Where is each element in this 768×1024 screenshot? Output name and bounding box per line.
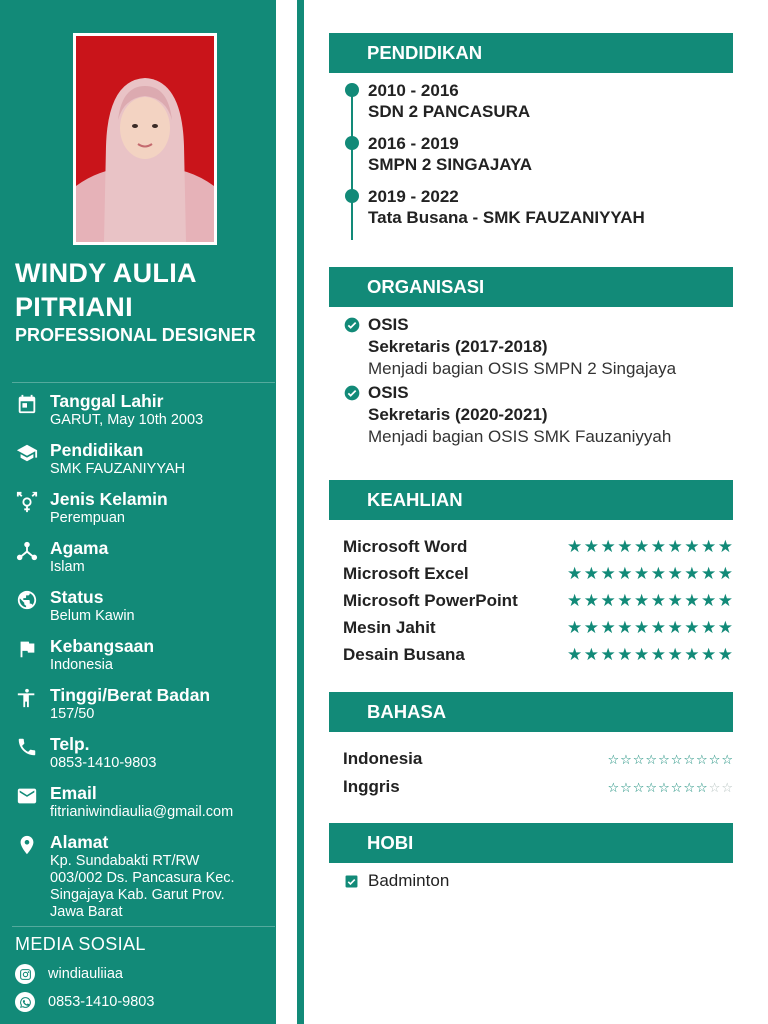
star-icon: ★ <box>583 591 599 610</box>
instagram-handle: windiauliiaa <box>48 966 123 982</box>
social-media-title: MEDIA SOSIAL <box>15 934 146 954</box>
hobby-label: Badminton <box>368 871 450 890</box>
star-icon: ★ <box>567 537 583 556</box>
star-icon: ★ <box>701 645 717 664</box>
info-label: Status <box>50 587 104 607</box>
star-icon: ★ <box>650 591 666 610</box>
gender-icon <box>16 491 38 513</box>
star-outline-icon: ☆ <box>632 751 645 767</box>
star-icon: ★ <box>634 618 650 637</box>
address-line: Singajaya Kab. Garut Prov. <box>50 887 225 903</box>
info-value: Belum Kawin <box>50 608 135 624</box>
education-school: SDN 2 PANCASURA <box>368 102 531 121</box>
star-outline-icon: ☆ <box>696 779 708 795</box>
star-icon: ★ <box>701 537 717 556</box>
whatsapp-number: 0853-1410-9803 <box>48 994 155 1010</box>
info-value: GARUT, May 10th 2003 <box>50 412 204 428</box>
education-timeline <box>329 80 749 239</box>
education-school: Tata Busana - SMK FAUZANIYYAH <box>368 208 645 227</box>
check-circle-icon <box>344 317 360 333</box>
skill-row <box>343 533 733 560</box>
language-row <box>343 773 733 801</box>
info-value: Indonesia <box>50 657 113 673</box>
education-years: 2010 - 2016 <box>368 81 459 100</box>
info-value: Islam <box>50 559 85 575</box>
info-item-education <box>0 440 276 478</box>
star-icon: ★ <box>634 645 650 664</box>
skill-rating <box>567 565 733 582</box>
info-item-phone <box>0 734 276 772</box>
info-item-birth <box>0 391 276 429</box>
info-value: Perempuan <box>50 510 125 526</box>
education-school: SMPN 2 SINGAJAYA <box>368 155 533 174</box>
star-icon: ★ <box>701 591 717 610</box>
info-label: Email <box>50 783 97 803</box>
star-icon: ★ <box>717 537 733 556</box>
star-icon: ★ <box>667 645 683 664</box>
star-outline-icon: ☆ <box>708 751 721 767</box>
star-icon: ★ <box>650 537 666 556</box>
section-header-languages: BAHASA <box>329 692 733 732</box>
whatsapp-icon <box>15 992 35 1012</box>
timeline-dot <box>345 83 359 97</box>
job-title: PROFESSIONAL DESIGNER <box>15 325 256 345</box>
star-icon: ★ <box>701 618 717 637</box>
star-icon: ★ <box>667 537 683 556</box>
instagram-icon <box>15 964 35 984</box>
star-icon: ★ <box>667 564 683 583</box>
organization-name: OSIS <box>368 315 409 334</box>
organization-list <box>329 314 749 450</box>
education-item <box>329 80 749 133</box>
star-outline-icon: ☆ <box>645 751 658 767</box>
hobby-item <box>345 871 449 891</box>
star-icon: ★ <box>667 591 683 610</box>
skill-name: Microsoft Word <box>343 536 468 556</box>
star-icon: ★ <box>650 564 666 583</box>
address-line: Kp. Sundabakti RT/RW <box>50 853 200 869</box>
check-circle-icon <box>344 385 360 401</box>
star-icon: ★ <box>717 645 733 664</box>
profile-photo <box>73 33 217 245</box>
info-value: SMK FAUZANIYYAH <box>50 461 186 477</box>
star-icon: ★ <box>717 564 733 583</box>
section-header-organization: ORGANISASI <box>329 267 733 307</box>
info-item-status <box>0 587 276 625</box>
skill-rating <box>567 538 733 555</box>
star-icon: ★ <box>617 618 633 637</box>
star-icon: ★ <box>600 645 616 664</box>
skill-row <box>343 587 733 614</box>
full-name <box>15 256 197 324</box>
star-icon: ★ <box>717 591 733 610</box>
organization-role: Sekretaris (2020-2021) <box>368 405 548 424</box>
star-outline-icon: ☆ <box>658 751 670 767</box>
star-icon: ★ <box>600 618 616 637</box>
skill-rating <box>567 619 733 636</box>
star-outline-icon: ☆ <box>632 779 645 795</box>
skill-name: Microsoft PowerPoint <box>343 590 518 610</box>
star-icon: ★ <box>583 537 599 556</box>
network-icon <box>16 540 38 562</box>
name-line-1: WINDY AULIA <box>15 258 197 288</box>
instagram-link[interactable] <box>15 964 123 984</box>
star-icon: ★ <box>617 645 633 664</box>
languages-list <box>343 745 733 801</box>
star-icon: ★ <box>634 564 650 583</box>
divider <box>12 926 275 927</box>
star-icon: ★ <box>701 564 717 583</box>
star-icon: ★ <box>650 645 666 664</box>
skill-row <box>343 560 733 587</box>
name-line-2: PITRIANI <box>15 292 133 322</box>
star-icon: ★ <box>650 618 666 637</box>
star-icon: ★ <box>684 591 700 610</box>
info-item-email <box>0 783 276 821</box>
star-icon: ★ <box>667 618 683 637</box>
star-icon: ★ <box>684 645 700 664</box>
star-outline-icon: ☆ <box>607 779 620 795</box>
whatsapp-link[interactable] <box>15 992 154 1012</box>
language-row <box>343 745 733 773</box>
education-item <box>329 186 749 239</box>
skill-row <box>343 614 733 641</box>
star-icon: ★ <box>567 591 583 610</box>
info-label: Kebangsaan <box>50 636 155 656</box>
star-icon: ★ <box>684 537 700 556</box>
info-value: 0853-1410-9803 <box>50 755 157 771</box>
person-icon <box>16 687 38 709</box>
info-item-gender <box>0 489 276 527</box>
star-outline-icon: ☆ <box>670 779 683 795</box>
globe-icon <box>16 589 38 611</box>
organization-description: Menjadi bagian OSIS SMPN 2 Singajaya <box>368 359 677 378</box>
star-outline-icon: ☆ <box>658 779 670 795</box>
education-years: 2019 - 2022 <box>368 187 459 206</box>
skill-name: Microsoft Excel <box>343 563 469 583</box>
info-item-religion <box>0 538 276 576</box>
star-outline-icon: ☆ <box>721 779 733 795</box>
star-icon: ★ <box>567 618 583 637</box>
star-icon: ★ <box>617 591 633 610</box>
location-pin-icon <box>16 834 38 856</box>
sidebar <box>0 0 276 1024</box>
star-icon: ★ <box>583 564 599 583</box>
info-label: Pendidikan <box>50 440 144 460</box>
info-label: Tinggi/Berat Badan <box>50 685 211 705</box>
profile-photo-illustration <box>76 36 214 242</box>
star-outline-icon: ☆ <box>696 751 708 767</box>
star-icon: ★ <box>583 618 599 637</box>
education-item <box>329 133 749 186</box>
language-name: Indonesia <box>343 749 423 768</box>
language-name: Inggris <box>343 777 400 796</box>
skill-rating <box>567 592 733 609</box>
calendar-icon <box>16 393 38 415</box>
address-line: 003/002 Ds. Pancasura Kec. <box>50 870 235 886</box>
star-icon: ★ <box>567 645 583 664</box>
info-label: Jenis Kelamin <box>50 489 168 509</box>
info-label: Alamat <box>50 832 109 852</box>
phone-icon <box>16 736 38 758</box>
education-years: 2016 - 2019 <box>368 134 459 153</box>
organization-item <box>329 382 749 448</box>
info-value: 157/50 <box>50 706 95 722</box>
star-icon: ★ <box>617 537 633 556</box>
star-icon: ★ <box>600 564 616 583</box>
section-header-education: PENDIDIKAN <box>329 33 733 73</box>
section-header-skills: KEAHLIAN <box>329 480 733 520</box>
personal-info-list <box>0 391 276 932</box>
info-label: Tanggal Lahir <box>50 391 164 411</box>
info-label: Agama <box>50 538 109 558</box>
star-icon: ★ <box>634 591 650 610</box>
star-icon: ★ <box>567 564 583 583</box>
star-outline-icon: ☆ <box>683 779 696 795</box>
organization-role: Sekretaris (2017-2018) <box>368 337 548 356</box>
section-header-hobbies: HOBI <box>329 823 733 863</box>
organization-item <box>329 314 749 380</box>
star-icon: ★ <box>600 591 616 610</box>
info-label: Telp. <box>50 734 90 754</box>
info-item-nationality <box>0 636 276 674</box>
timeline-dot <box>345 136 359 150</box>
language-rating <box>607 753 733 766</box>
timeline-dot <box>345 189 359 203</box>
star-outline-icon: ☆ <box>670 751 683 767</box>
language-rating <box>607 781 733 794</box>
organization-name: OSIS <box>368 383 409 402</box>
organization-description: Menjadi bagian OSIS SMK Fauzaniyyah <box>368 427 672 446</box>
star-icon: ★ <box>684 618 700 637</box>
skill-rating <box>567 646 733 663</box>
star-icon: ★ <box>634 537 650 556</box>
info-item-height-weight <box>0 685 276 723</box>
skill-name: Mesin Jahit <box>343 617 436 637</box>
star-icon: ★ <box>684 564 700 583</box>
flag-icon <box>16 638 38 660</box>
star-outline-icon: ☆ <box>721 751 733 767</box>
graduation-cap-icon <box>16 442 38 464</box>
star-outline-icon: ☆ <box>683 751 696 767</box>
skill-row <box>343 641 733 668</box>
skill-name: Desain Busana <box>343 644 465 664</box>
star-outline-icon: ☆ <box>607 751 620 767</box>
star-outline-icon: ☆ <box>708 779 721 795</box>
decorative-stripe <box>297 0 304 1024</box>
star-outline-icon: ☆ <box>620 779 632 795</box>
star-icon: ★ <box>583 645 599 664</box>
star-outline-icon: ☆ <box>645 779 658 795</box>
checkbox-checked-icon <box>345 875 358 888</box>
info-item-address <box>0 832 276 921</box>
star-icon: ★ <box>600 537 616 556</box>
address-line: Jawa Barat <box>50 904 123 920</box>
info-value: fitrianiwindiaulia@gmail.com <box>50 804 234 820</box>
star-icon: ★ <box>617 564 633 583</box>
star-outline-icon: ☆ <box>620 751 632 767</box>
star-icon: ★ <box>717 618 733 637</box>
mail-icon <box>16 785 38 807</box>
skills-list <box>343 533 733 668</box>
divider <box>12 382 275 383</box>
